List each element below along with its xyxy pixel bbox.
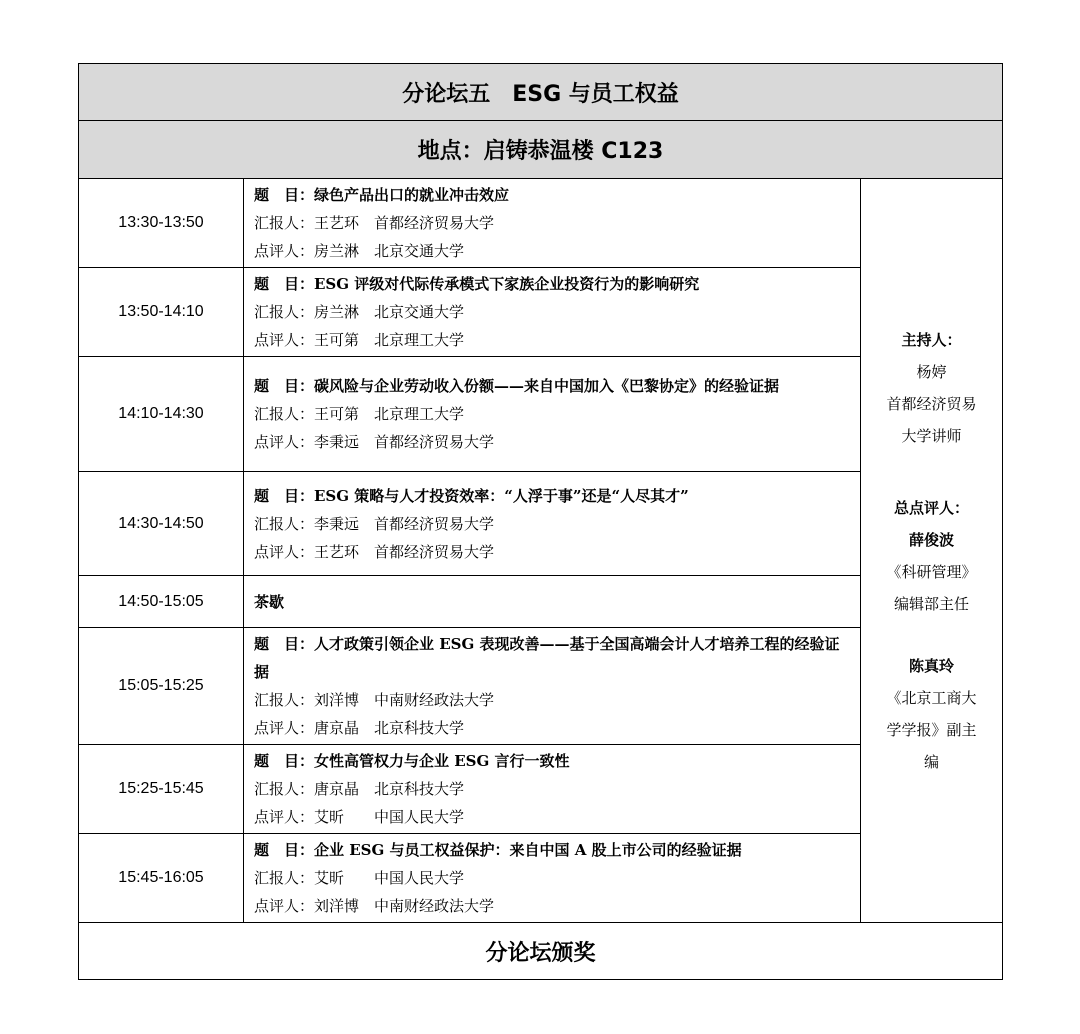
- reviewer-2-name: 陈真玲: [908, 656, 954, 675]
- reviewer-1-title-line-2: 编辑部主任: [893, 594, 969, 613]
- session-title: 题 目：人才政策引领企业 ESG 表现改善——基于全国高端会计人才培养工程的经验证据: [254, 635, 840, 681]
- session-reporter: 汇报人：艾昕 中国人民大学: [254, 869, 465, 887]
- session-title: 题 目：碳风险与企业劳动收入份额——来自中国加入《巴黎协定》的经验证据: [254, 377, 780, 395]
- session-commenter: 点评人：唐京晶 北京科技大学: [254, 719, 465, 737]
- session-time: 13:50-14:10: [79, 268, 244, 357]
- session-title: 题 目：绿色产品出口的就业冲击效应: [254, 186, 510, 204]
- session-title: 题 目：ESG 策略与人才投资效率：“人浮于事”还是“人尽其才”: [254, 486, 689, 505]
- session-time: 14:50-15:05: [79, 576, 244, 628]
- schedule-page: [78, 63, 1002, 980]
- session-content: [244, 472, 861, 576]
- reviewer-1-name: 薛俊波: [908, 530, 954, 549]
- session-time: 15:05-15:25: [79, 628, 244, 745]
- session-commenter: 点评人：房兰淋 北京交通大学: [254, 242, 465, 260]
- session-commenter: 点评人：艾昕 中国人民大学: [254, 808, 465, 826]
- session-reporter: 汇报人：王艺环 首都经济贸易大学: [254, 214, 495, 232]
- reviewer-2-title-line-2: 学学报》副主: [886, 720, 977, 739]
- spacer: [867, 452, 996, 492]
- session-commenter: 点评人：刘洋博 中南财经政法大学: [254, 897, 495, 915]
- header-location-row: [79, 121, 1003, 179]
- session-reporter: 汇报人：刘洋博 中南财经政法大学: [254, 691, 495, 709]
- session-content: [244, 268, 861, 357]
- host-title-line-2: 大学讲师: [901, 426, 962, 445]
- session-reporter: 汇报人：唐京晶 北京科技大学: [254, 780, 465, 798]
- reviewer-1-title-line-1: 《科研管理》: [886, 562, 977, 581]
- host-panel: [861, 179, 1003, 923]
- session-time: 14:30-14:50: [79, 472, 244, 576]
- session-reporter: 汇报人：王可第 北京理工大学: [254, 405, 465, 423]
- host-title-line-1: 首都经济贸易: [886, 394, 977, 413]
- schedule-table: [78, 63, 1003, 980]
- session-reporter: 汇报人：房兰淋 北京交通大学: [254, 303, 465, 321]
- session-time: 13:30-13:50: [79, 179, 244, 268]
- reviewer-2-title-line-3: 编: [923, 752, 939, 771]
- session-content: [244, 179, 861, 268]
- session-title: 题 目：企业 ESG 与员工权益保护：来自中国 A 股上市公司的经验证据: [254, 841, 742, 859]
- session-title: 题 目：女性高管权力与企业 ESG 言行一致性: [254, 752, 570, 770]
- session-content: [244, 834, 861, 923]
- tea-break: 茶歇: [244, 576, 861, 628]
- session-content: [244, 357, 861, 472]
- forum-location: 地点：启铸恭温楼 C123: [79, 121, 1003, 179]
- session-content: [244, 628, 861, 745]
- session-reporter: 汇报人：李秉远 首都经济贸易大学: [254, 514, 495, 533]
- session-title: 题 目：ESG 评级对代际传承模式下家族企业投资行为的影响研究: [254, 275, 700, 293]
- session-content: [244, 745, 861, 834]
- session-time: 15:45-16:05: [79, 834, 244, 923]
- session-time: 14:10-14:30: [79, 357, 244, 472]
- reviewer-label: 总点评人：: [893, 498, 969, 517]
- table-row: [79, 179, 1003, 268]
- session-commenter: 点评人：李秉远 首都经济贸易大学: [254, 433, 495, 451]
- host-label: 主持人：: [901, 330, 962, 349]
- header-title-row: [79, 64, 1003, 121]
- session-commenter: 点评人：王可第 北京理工大学: [254, 331, 465, 349]
- session-commenter: 点评人：王艺环 首都经济贸易大学: [254, 542, 495, 561]
- footer-row: [79, 923, 1003, 980]
- award-ceremony: 分论坛颁奖: [79, 923, 1003, 980]
- reviewer-2-title-line-1: 《北京工商大: [886, 688, 977, 707]
- host-name: 杨婷: [916, 362, 947, 381]
- forum-title: 分论坛五 ESG 与员工权益: [79, 64, 1003, 121]
- session-time: 15:25-15:45: [79, 745, 244, 834]
- spacer: [867, 620, 996, 650]
